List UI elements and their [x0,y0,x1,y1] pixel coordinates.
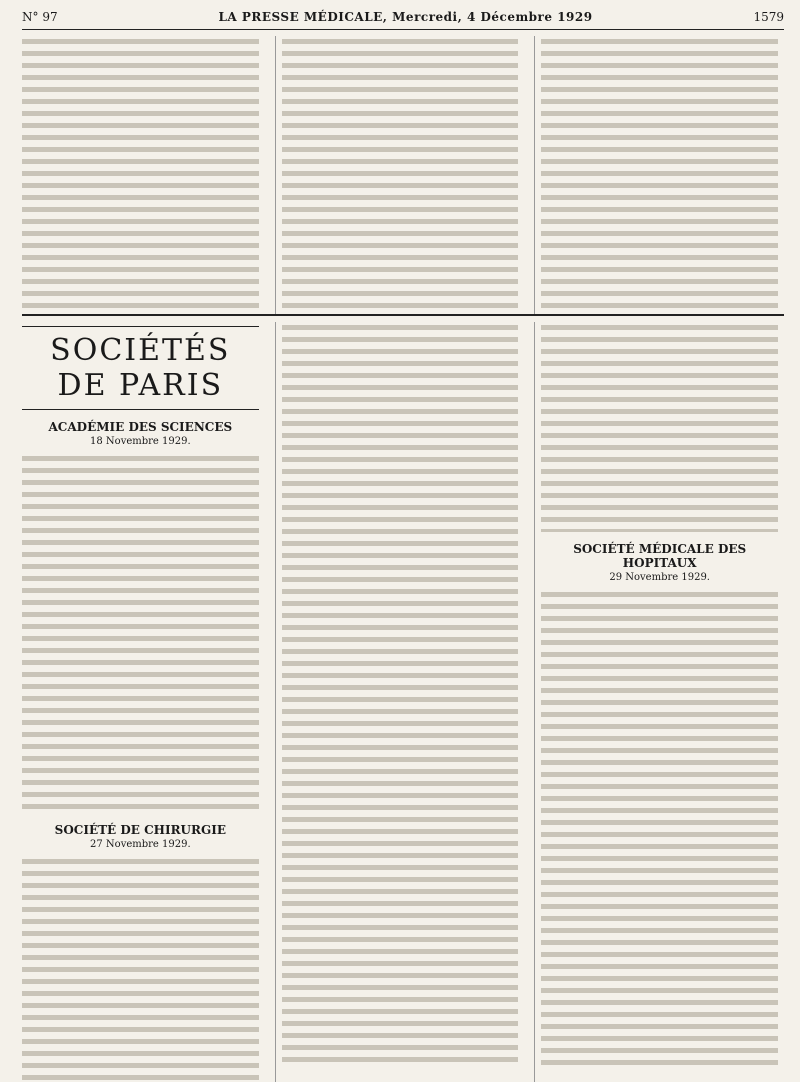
section-banner: SOCIÉTÉS DE PARIS [22,326,259,410]
section-text [22,856,259,1082]
section-heading: SOCIÉTÉ DE CHIRURGIE [54,823,226,837]
society-column-1 [22,322,265,1082]
journal-title: LA PRESSE MÉDICALE, Mercredi, 4 Décembre 1929 [218,10,593,24]
continued-article [22,36,784,316]
article-column-3 [534,36,784,314]
article-column-2 [275,36,525,314]
running-header [22,10,784,30]
section-text [22,453,259,813]
column-text [541,36,778,314]
column-text [282,36,519,314]
section-heading: SOCIÉTÉ MÉDICALE DES HOPITAUX [573,542,747,570]
issue-number: N° 97 [22,10,58,24]
page-number: 1579 [753,10,784,24]
section-date: 18 Novembre 1929. [90,436,191,447]
article-column-1 [22,36,265,314]
society-column-3 [534,322,784,1082]
section-text [541,589,778,1069]
column-text [22,36,259,314]
column-text [282,322,519,1062]
section-heading: ACADÉMIE DES SCIENCES [48,420,233,434]
column-text [541,322,778,532]
section-date: 27 Novembre 1929. [90,839,191,850]
society-column-2 [275,322,525,1082]
society-reports [22,322,784,1082]
section-date: 29 Novembre 1929. [609,572,710,583]
